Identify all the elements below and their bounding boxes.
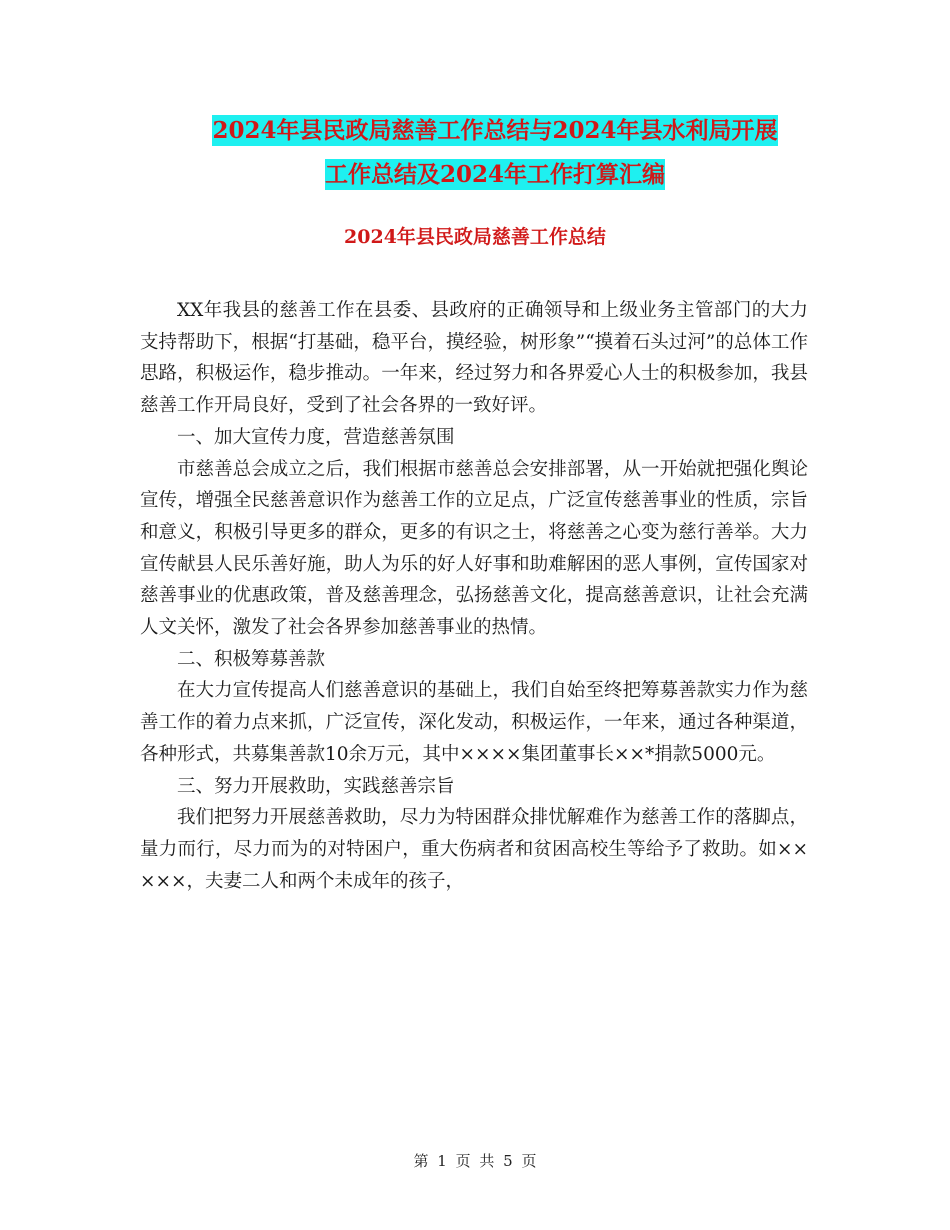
title-highlight-2: 工作总结及2024年工作打算汇编 [324,161,665,188]
intro-paragraph: XX年我县的慈善工作在县委、县政府的正确领导和上级业务主管部门的大力支持帮助下，根据“打基础，稳平台，摸经验，树形象”“摸着石头过河”的总体工作思路，积极运作，稳步推动。一年来，经过努力和各界爱心人士的积极参加，我县慈善工作开局良好，受到了社会各界的一致好评。 [140,300,808,417]
paragraph-fundraising: 在大力宣传提高人们慈善意识的基础上，我们自始至终把筹募善款实力作为慈善工作的着力点来抓，广泛宣传，深化发动，积极运作，一年来，通过各种渠道，各种形式，共募集善款10余万元，其中××××集团董事长××*捐款5000元。 [140,680,808,765]
document-title-line-2 [140,156,850,194]
section-title: 2024年县民政局慈善工作总结 [344,226,606,248]
heading-relief: 三、努力开展救助，实践慈善宗旨 [177,775,455,797]
page-footer: 第 1 页 共 5 页 [413,1152,537,1170]
heading-publicity: 一、加大宣传力度，营造慈善氛围 [177,426,455,448]
paragraph-relief: 我们把努力开展慈善救助，尽力为特困群众排忧解难作为慈善工作的落脚点，量力而行，尽力而为的对特困户，重大伤病者和贫困高校生等给予了救助。如×××××，夫妻二人和两个未成年的孩子， [140,807,808,892]
document-body [140,295,808,897]
document-title-line-1 [140,112,850,150]
paragraph-publicity: 市慈善总会成立之后，我们根据市慈善总会安排部署，从一开始就把强化舆论宣传，增强全民慈善意识作为慈善工作的立足点，广泛宣传慈善事业的性质，宗旨和意义，积极引导更多的群众，更多的有识之士，将慈善之心变为慈行善举。大力宣传献县人民乐善好施，助人为乐的好人好事和助难解困的恶人事例，宣传国家对慈善事业的优惠政策，普及慈善理念，弘扬慈善文化，提高慈善意识，让社会充满人文关怀，激发了社会各界参加慈善事业的热情。 [140,458,808,639]
title-highlight-1: 2024年县民政局慈善工作总结与2024年县水利局开展 [212,117,778,144]
heading-fundraising: 二、积极筹募善款 [177,648,326,670]
